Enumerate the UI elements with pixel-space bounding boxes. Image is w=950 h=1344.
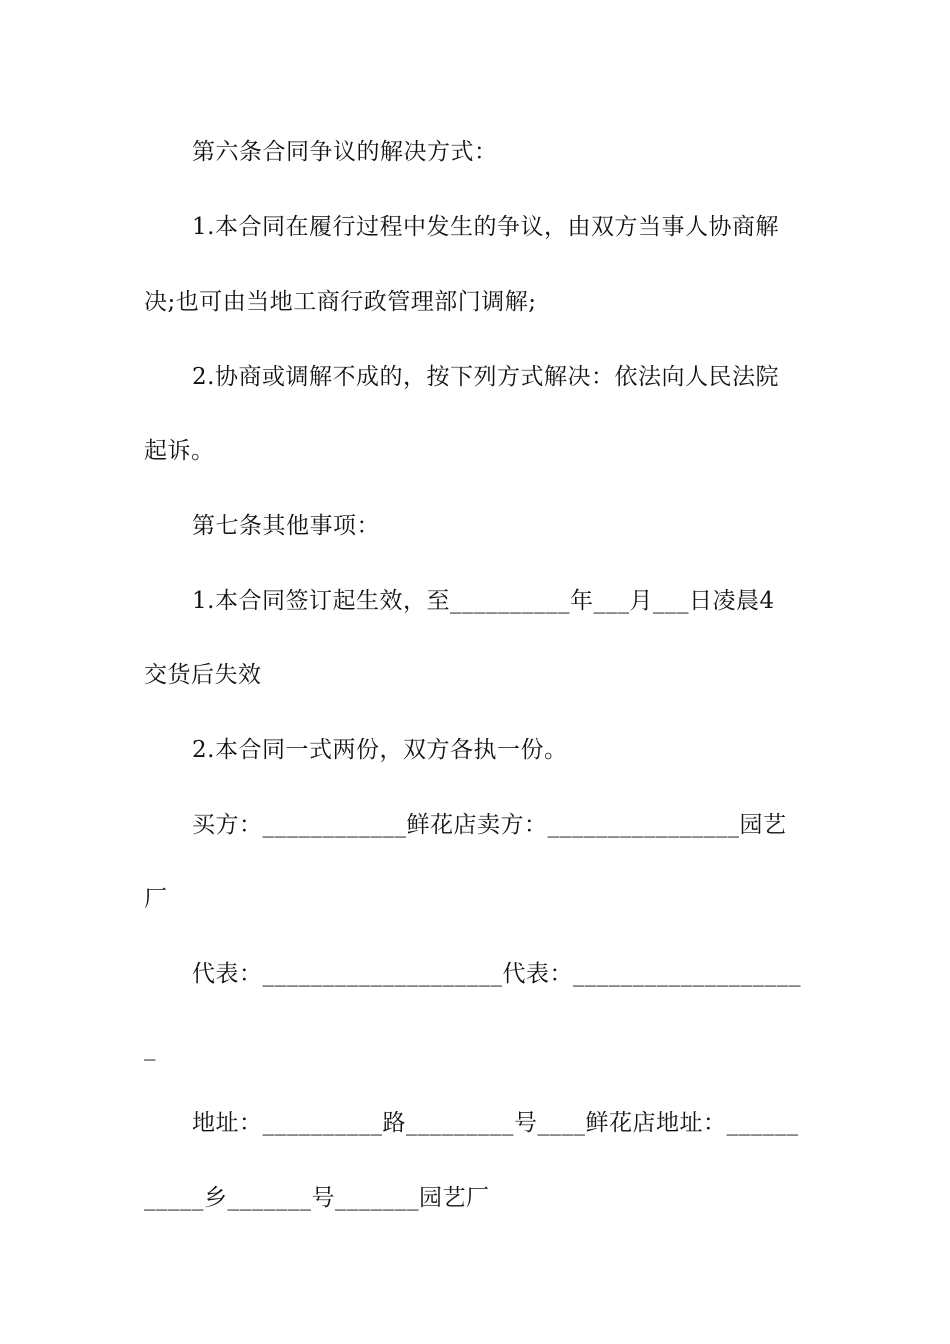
article-7-heading: 第七条其他事项： bbox=[192, 513, 380, 539]
address-line-1: 地址：__________路_________号____鲜花店地址：______ bbox=[192, 1110, 799, 1136]
representative-line-2: _ bbox=[144, 1035, 156, 1061]
article-6-heading: 第六条合同争议的解决方式： bbox=[192, 139, 498, 165]
article-7-clause-2: 2.本合同一式两份，双方各执一份。 bbox=[192, 737, 568, 763]
article-7-clause-1-line-2: 交货后失效 bbox=[144, 662, 262, 688]
article-6-clause-2-line-2: 起诉。 bbox=[144, 438, 215, 464]
buyer-seller-line-2: 厂 bbox=[144, 886, 168, 912]
article-7-clause-1-line-1: 1.本合同签订起生效，至__________年___月___日凌晨4 bbox=[192, 588, 775, 614]
buyer-seller-line-1: 买方：____________鲜花店卖方：________________园艺 bbox=[192, 812, 787, 838]
representative-line-1: 代表：____________________代表：___________________ bbox=[192, 961, 801, 987]
article-6-clause-2-line-1: 2.协商或调解不成的，按下列方式解决：依法向人民法院 bbox=[192, 364, 779, 390]
article-6-clause-1-line-2: 决;也可由当地工商行政管理部门调解; bbox=[144, 289, 537, 315]
address-line-2: _____乡_______号_______园艺厂 bbox=[144, 1185, 490, 1211]
article-6-clause-1-line-1: 1.本合同在履行过程中发生的争议，由双方当事人协商解 bbox=[192, 214, 779, 240]
